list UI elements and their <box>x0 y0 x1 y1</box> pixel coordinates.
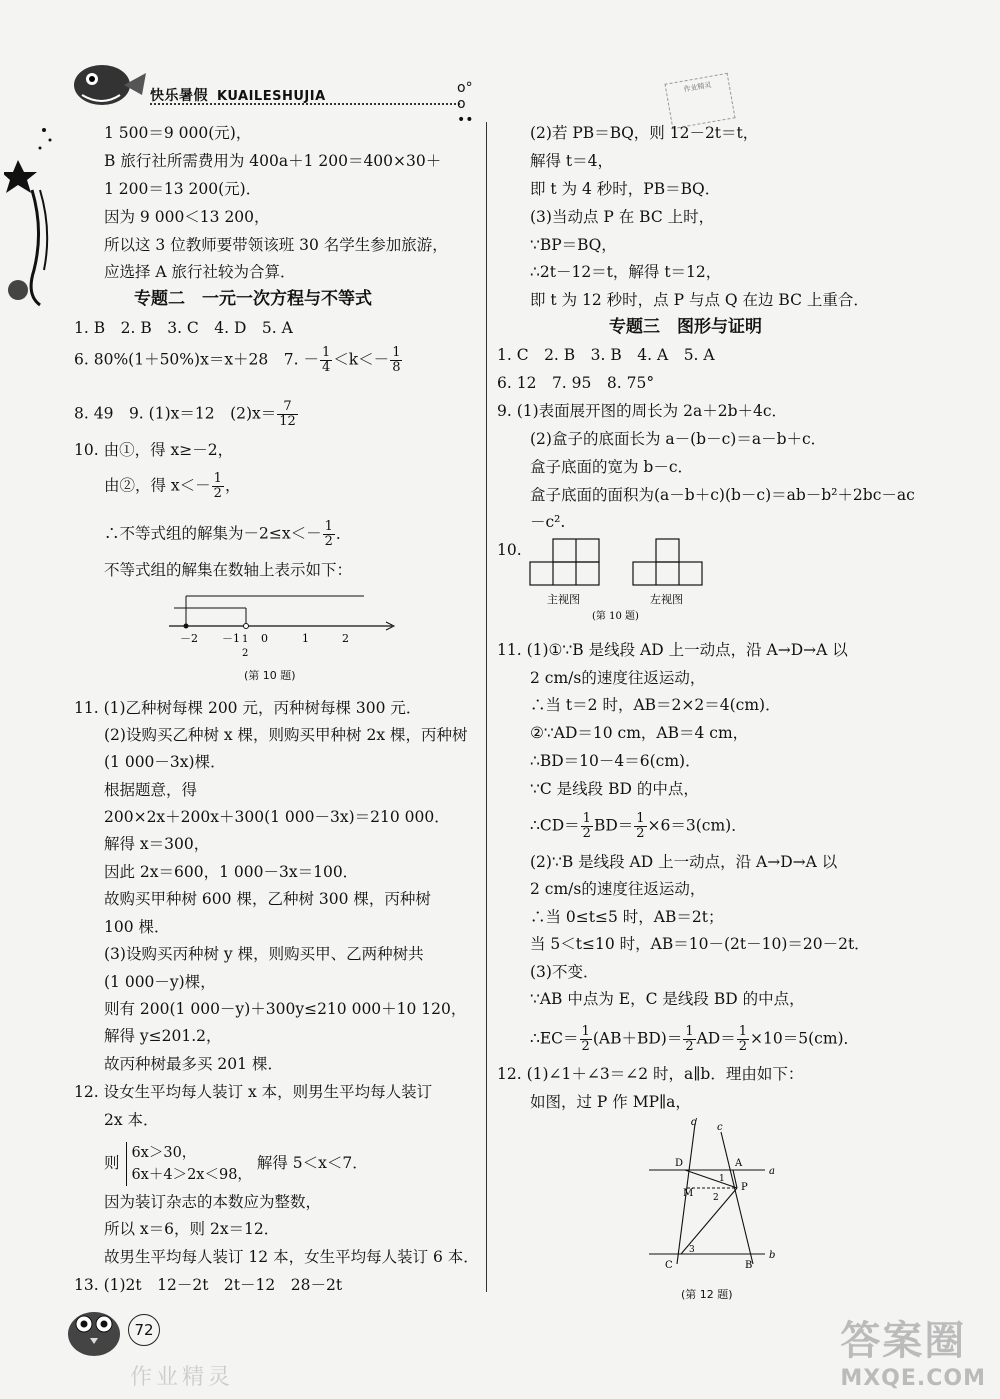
answer-line: 解得 t＝4， <box>530 152 614 170</box>
answer-text: 8. 49 9. (1)x＝12 (2)x＝ <box>74 404 277 423</box>
fraction <box>277 400 298 429</box>
answer-line: 则有 200(1 000－y)＋300y≤210 000＋10 120， <box>104 1000 467 1018</box>
answer-line: 故男生平均每人装订 12 本，女生平均每人装订 6 本． <box>104 1248 479 1266</box>
answer-line: 1 200＝13 200(元)． <box>104 180 262 198</box>
watermark-title: 答案圈 <box>840 1318 967 1364</box>
watermark-url: MXQE.COM <box>840 1366 986 1391</box>
answer-line: 如图，过 P 作 MP∥a， <box>530 1093 691 1111</box>
answer-line: B 旅行社所需费用为 400a＋1 200＝400×30＋ <box>104 152 442 170</box>
brand-title-cn: 快乐暑假 <box>150 88 208 104</box>
answer-line: ∴当 t＝2 时，AB＝2×2＝4(cm)． <box>530 696 781 714</box>
answer-line: 12. (1)∠1＋∠3＝∠2 时，a∥b．理由如下： <box>497 1065 804 1083</box>
figure-label: P <box>741 1182 748 1193</box>
answer-line: 当 5＜t≤10 时，AB＝10－(2t－10)＝20－2t． <box>530 935 870 953</box>
fraction <box>683 1025 695 1054</box>
answer-line: 10. 由①，得 x≥－2， <box>74 441 234 459</box>
answer-text: ×10＝5(cm)． <box>750 1029 860 1048</box>
answer-line: 即 t 为 12 秒时，点 P 与点 Q 在边 BC 上重合． <box>530 291 869 309</box>
fraction-num: 1 <box>324 519 333 534</box>
stamp-logo <box>664 73 735 129</box>
answer-line: 1. B 2. B 3. C 4. D 5. A <box>74 319 293 337</box>
answer-text: ． <box>335 524 352 543</box>
open-point <box>244 624 249 629</box>
figure-lines <box>649 1124 765 1264</box>
answer-text: ∴CD＝ <box>530 816 580 835</box>
fraction <box>390 346 402 375</box>
figure-label: c <box>717 1122 723 1133</box>
fraction <box>634 812 646 841</box>
tick-label: －1 <box>222 632 240 645</box>
figure-caption: (第 10 题) <box>244 669 296 682</box>
answer-text: ×6＝3(cm)． <box>647 816 747 835</box>
fraction-num: 1 <box>213 471 222 486</box>
answer-line: 11. (1)①∵B 是线段 AD 上一动点，沿 A→D→A 以 <box>497 641 848 659</box>
figure-label: b <box>769 1250 776 1261</box>
answer-line: 2x 本． <box>104 1111 159 1129</box>
answer-line: 10. <box>497 541 522 559</box>
fraction-den: 12 <box>279 414 296 429</box>
fraction-num: 1 <box>636 811 645 826</box>
answer-line: 根据题意，得 <box>104 781 198 799</box>
fraction-num: 1 <box>322 345 331 360</box>
answer-line: (3)不变． <box>530 963 599 981</box>
figure-label: D <box>675 1158 684 1169</box>
answer-line: 解得 x＝300， <box>104 835 210 853</box>
views-figure <box>527 535 707 625</box>
figure-label: M <box>683 1188 694 1199</box>
view-label: 左视图 <box>650 593 683 606</box>
fraction <box>580 1025 592 1054</box>
star-vine-decoration-icon <box>4 120 64 310</box>
answer-text: (AB＋BD)＝ <box>592 1029 683 1048</box>
answer-line: 100 棵． <box>104 918 170 936</box>
watermark-brush-text: 作业精灵 <box>130 1365 235 1390</box>
answer-line: 2 cm/s的速度往返运动， <box>530 669 706 687</box>
brand-title <box>150 85 326 105</box>
figure-label: a <box>769 1166 775 1177</box>
answer-text: 6. 80%(1＋50%)x＝x＋28 7. － <box>74 350 319 369</box>
answer-text: ＜k＜－ <box>333 350 390 369</box>
fraction-num: 1 <box>581 1024 590 1039</box>
answer-line: 解得 y≤201.2， <box>104 1027 222 1045</box>
angle-label: 2 <box>713 1193 719 1203</box>
tick-label: 2 <box>342 632 349 645</box>
section-title: 专题二 一元一次方程与不等式 <box>134 289 372 309</box>
answer-line: ∴BD＝10－4＝6(cm)． <box>530 752 701 770</box>
section-title: 专题三 图形与证明 <box>609 317 762 337</box>
figure-caption: (第 10 题) <box>592 611 639 622</box>
fraction <box>212 472 224 501</box>
tick-label: 2 <box>242 648 249 659</box>
answer-line: 13. (1)2t 12－2t 2t－12 28－2t <box>74 1276 343 1294</box>
answer-line: 故购买甲种树 600 棵，乙种树 300 棵，丙种树 <box>104 890 431 908</box>
answer-line: 9. (1)表面展开图的周长为 2a＋2b＋4c． <box>497 402 788 420</box>
fraction-den: 2 <box>582 826 591 841</box>
fraction-num: 1 <box>738 1024 748 1039</box>
page-header <box>62 55 482 128</box>
figure-label: C <box>665 1260 673 1271</box>
answer-line: 1 500＝9 000(元)， <box>104 124 252 142</box>
fraction <box>323 520 335 549</box>
answer-line: ∵AB 中点为 E，C 是线段 BD 的中点， <box>530 990 805 1008</box>
answer-line <box>530 1025 859 1054</box>
answer-line <box>530 812 747 841</box>
stamp-text: 作业精灵 <box>683 80 713 94</box>
fraction-den: 2 <box>213 486 222 501</box>
page-number: 72 <box>128 1314 160 1346</box>
answer-line: (3)当动点 P 在 BC 上时， <box>530 208 715 226</box>
fraction-den: 4 <box>322 360 331 375</box>
answer-line: 即 t 为 4 秒时，PB＝BQ． <box>530 180 721 198</box>
fraction <box>737 1025 749 1054</box>
tick-label: 1 <box>242 634 249 645</box>
header-rule <box>150 103 460 105</box>
answer-text: ， <box>224 476 241 495</box>
figure-label: B <box>745 1260 753 1271</box>
answer-line: 6. 12 7. 95 8. 75° <box>497 374 655 392</box>
answer-line: 11. (1)乙种树每棵 200 元，丙种树每棵 300 元． <box>74 699 422 717</box>
answer-line: 200×2x＋200x＋300(1 000－3x)＝210 000． <box>104 808 450 826</box>
answer-line: ②∵AD＝10 cm，AB＝4 cm， <box>530 724 749 742</box>
fraction-den: 8 <box>392 360 401 375</box>
geometry-figure-12 <box>647 1118 787 1290</box>
fraction-den: 2 <box>738 1039 748 1054</box>
answer-line <box>74 400 299 429</box>
closed-point <box>184 624 189 629</box>
answer-text: AD＝ <box>696 1029 736 1048</box>
answer-line: (2)若 PB＝BQ，则 12－2t＝t， <box>530 124 759 142</box>
fraction-den: 2 <box>636 826 645 841</box>
answer-line: 不等式组的解集在数轴上表示如下： <box>104 561 353 579</box>
equation-row: 6x＞30， <box>131 1145 197 1161</box>
fraction-den: 2 <box>685 1039 694 1054</box>
fraction <box>320 346 332 375</box>
answer-text: 则 <box>104 1154 120 1172</box>
answer-line: ∴2t－12＝t，解得 t＝12， <box>530 263 722 281</box>
figure-label: A <box>735 1158 743 1169</box>
tick-label: 0 <box>261 632 268 645</box>
answer-text: 解得 5＜x＜7． <box>256 1154 368 1172</box>
fraction-num: 1 <box>392 345 401 360</box>
answer-line <box>74 346 403 375</box>
figure-label: d <box>691 1118 698 1128</box>
answer-line: 因为 9 000＜13 200， <box>104 208 270 226</box>
answer-line: 1. C 2. B 3. B 4. A 5. A <box>497 346 715 364</box>
equation-row: 6x＋4＞2x＜98， <box>131 1167 252 1183</box>
watermark-logo <box>840 1309 986 1391</box>
answer-line: 2 cm/s的速度往返运动， <box>530 880 706 898</box>
equation-system <box>104 1142 368 1186</box>
tick-label: －2 <box>180 632 198 645</box>
fraction-den: 2 <box>581 1039 590 1054</box>
fraction-den: 2 <box>324 534 333 549</box>
answer-line: ∵C 是线段 BD 的中点， <box>530 780 699 798</box>
brand-title-en: KUAILESHUJIA <box>217 89 326 104</box>
answer-line: (2)盒子的底面长为 a－(b－c)＝a－b＋c． <box>530 430 827 448</box>
figure-caption: (第 12 题) <box>681 1288 733 1301</box>
answer-text: ∴不等式组的解集为－2≤x＜－ <box>104 524 322 543</box>
answer-text: BD＝ <box>593 816 634 835</box>
fraction-num: 1 <box>685 1024 694 1039</box>
answer-line: (1 000－3x)棵． <box>104 753 226 771</box>
number-line-figure <box>164 586 404 666</box>
tick-label: 1 <box>302 632 309 645</box>
answer-line: 盒子底面的面积为(a－b＋c)(b－c)＝ab－b²＋2bc－ac <box>530 486 915 504</box>
answer-line <box>104 520 351 549</box>
answer-line <box>104 472 240 501</box>
answer-line: (2)设购买乙种树 x 棵，则购买甲种树 2x 棵，丙种树 <box>104 726 468 744</box>
answer-line: 盒子底面的宽为 b－c． <box>530 458 694 476</box>
answer-line: －c². <box>530 513 566 531</box>
answer-line: ∴当 0≤t≤5 时，AB＝2t； <box>530 908 724 926</box>
answer-line: ∵BP＝BQ， <box>530 236 617 254</box>
brace-group <box>126 1142 251 1186</box>
angle-label: 3 <box>689 1245 695 1255</box>
angle-label: 1 <box>719 1174 725 1184</box>
fish-mascot-icon <box>62 55 152 111</box>
side-view <box>633 539 702 585</box>
answer-line: (3)设购买丙种树 y 棵，则购买甲、乙两种树共 <box>104 945 424 963</box>
answer-line: 12. 设女生平均每人装订 x 本，则男生平均每人装订 <box>74 1083 433 1101</box>
view-label: 主视图 <box>547 593 580 606</box>
answer-text: ∴EC＝ <box>530 1029 579 1048</box>
answer-line: 所以这 3 位教师要带领该班 30 名学生参加旅游， <box>104 236 448 254</box>
answer-line: 所以 x＝6，则 2x＝12． <box>104 1220 280 1238</box>
fraction <box>581 812 593 841</box>
answer-line: 故丙种树最多买 201 棵． <box>104 1055 283 1073</box>
front-view <box>530 539 599 585</box>
answer-line: 因为装订杂志的本数应为整数， <box>104 1193 322 1211</box>
answer-line: 因此 2x＝600，1 000－3x＝100． <box>104 863 359 881</box>
column-divider <box>486 122 487 1292</box>
answer-line: (1 000－y)棵， <box>104 973 216 991</box>
fraction-num: 7 <box>277 400 298 415</box>
answer-text: 由②，得 x＜－ <box>104 476 211 495</box>
answer-line: (2)∵B 是线段 AD 上一动点，沿 A→D→A 以 <box>530 853 838 871</box>
fraction-num: 1 <box>582 811 591 826</box>
owl-mascot-icon <box>62 1300 128 1360</box>
header-dots: o° o •• <box>457 80 474 128</box>
answer-line: 应选择 A 旅行社较为合算． <box>104 263 296 281</box>
